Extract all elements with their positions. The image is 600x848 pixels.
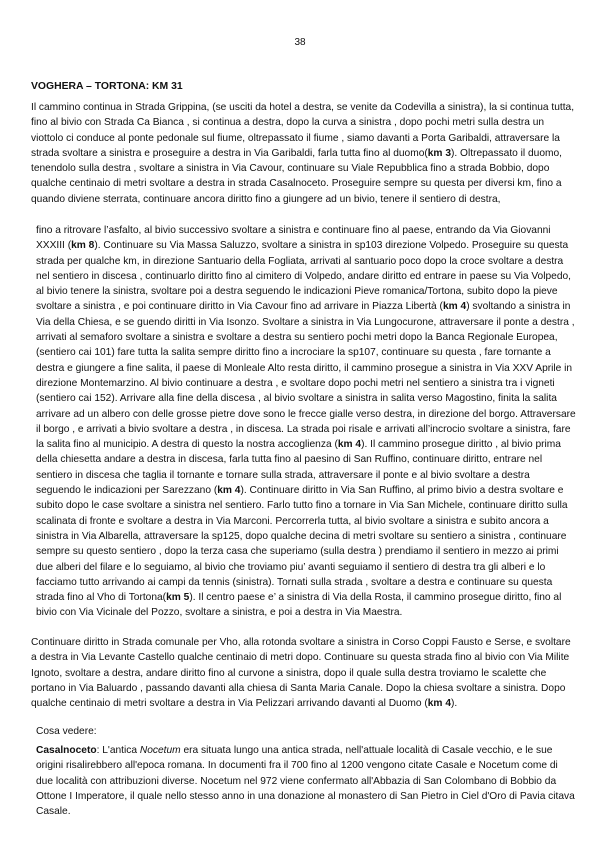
km-marker: km 8 xyxy=(71,240,95,252)
section-title: VOGHERA – TORTONA: KM 31 xyxy=(31,81,183,92)
paragraph-route-voghera: Il cammino continua in Strada Grippina, (se usciti da hotel a destra, se venite da Codevilla a sinistra), la si continua tutta, fino al bivio con Strada Ca Bianca , si continua a destra, dopo la curva a sinistra , dopo pochi metri sulla destra un viottolo ci conduce al ponte pedonale sul fiume, oltrepassato il fiume , siamo davanti a Porta Garibaldi, attraversare la strada svoltare a sinistra e proseguire a destra in Via Garibaldi, farla tutta fino al duomo(km 3). Oltrepassato il duomo, tenendolo sulla destra , svoltare a sinistra in Via Cavour, continuare su Viale Repubblica fino a strada Bobbio, dopo qualche centinaio di metri svoltare a destra in strada Casalnoceto. Proseguire sempre su questa per diversi km, fino a quando diviene sterrata, continuare ancora diritto fino a giungere ad un bivio, tenere il sentiero di destra, xyxy=(31,102,575,205)
see-heading: Cosa vedere: xyxy=(36,726,97,737)
page-number: 38 xyxy=(294,37,306,48)
km-marker: km 4 xyxy=(442,301,467,313)
km-marker: km 4 xyxy=(337,439,362,451)
place-name: Casalnoceto xyxy=(36,745,97,756)
paragraph-casalnoceto: Casalnoceto: L'antica Nocetum era situata lungo una antica strada, nell'attuale località di Casale vecchio, e le sue origini risalirebbero all'epoca romana. In documenti fra il 700 fino al 1200 vengono citate Casale e Nocetum come di due località con attribuzioni diverse. Nocetum nel 972 viene confermato all'Abbazia di San Colombano di Bobbio da Ottone I Imperatore, il quale nello stesso anno in una donazione al monastero di San Pietro in Ciel d'Oro di Pavia citava Casale. xyxy=(36,745,575,818)
km-marker: km 4 xyxy=(427,698,451,710)
km-marker: km 3 xyxy=(427,147,451,159)
paragraph-route-tortona: Continuare diritto in Strada comunale per Vho, alla rotonda svoltare a sinistra in Corso Coppi Fausto e Serse, e svoltare a destra in Via Levante Castello qualche centinaio di metri dopo. Continuare su questa strada fino al bivio con Via Milite Ignoto, svoltare a destra, andare diritto fino al curvone a sinistra, dopo il quale sulla destra troviamo le scalette che portano in Via Baluardo , passando davanti alla chiesa di Santa Maria Canale. Dopo la chiesa svoltare a sinistra. Dopo qualche centinaio di metri svoltare a destra in Via Pelizzari arrivando davanti al Duomo (km 4). xyxy=(31,637,571,710)
latin-name: Nocetum xyxy=(139,745,181,756)
km-marker: km 5 xyxy=(166,592,190,604)
km-marker: km 4 xyxy=(217,485,241,497)
paragraph-route-volpedo: fino a ritrovare l’asfalto, al bivio successivo svoltare a sinistra e continuare fino al paese, entrando da Via Giovanni XXXIII (km 8). Continuare su Via Massa Saluzzo, svoltare a sinistra in sp103 direzione Volpedo. Proseguire su questa strada per qualche km, in direzione Santuario della Fogliata, arrivati al santuario poco dopo la croce svoltare a destra nel sentiero in discesa , continuarlo diritto fino al cimitero di Volpedo, andare diritto ed entrare in paese su Via Volpedo, al bivio tenere la sinistra, svoltare poi a destra seguendo le indicazioni Pieve romanica/Tortona, subito dopo la pieve svoltare a sinistra , e poi continuare diritto in Via Cavour fino ad arrivare in Piazza Libertà (km 4) svoltando a sinistra in Via della Chiesa, e se guendo diritti in Via Isonzo. Svoltare a sinistra in Via Lungocurone, attraversare il ponte a destra , arrivati al semaforo svoltare a sinistra e svoltare a destra su sentiero pochi metri dopo la Banca Regionale Europea, (sentiero cai 101) fare tutta la salita sempre diritto fino a incrociare la sp107, continuare su questa , fare tornante a destra e giungere a fine salita, il paese di Monleale Alto resta diritto, il cammino prosegue a sinistra in Via XXV Aprile in direzione Montemarzino. Al bivio continuare a destra , e svoltare dopo pochi metri nel sentiero a sinistra tra i vigneti (sentiero cai 152). Arrivare alla fine della discesa , al bivio svoltare a sinistra in salita verso Magostino, finita la salita arrivare ad un albero con delle grosse pietre dove sono le frecce gialle verso destra, in direzione del borgo. Attraversare il borgo , e arrivati a bivio svoltare a destra , in discesa. La strada poi risale e arrivati all’incrocio svoltare a sinistra, fare la salita fino al municipio. A destra di questo la nostra accoglienza (km 4). Il cammino prosegue diritto , al bivio prima della chiesetta andare a destra in discesa, farla tutta fino al paesino di San Ruffino, continuare diritto, entrare nel sentiero in discesa che taglia il tornante e tornare sulla strada, attraversare il ponte e al bivio svoltare a destra seguendo le indicazioni per Sarezzano (km 4). Continuare diritto in Via San Ruffino, al primo bivio a destra svoltare e subito dopo le case svoltare a sinistra nel sentiero. Farlo tutto fino a tornare in Via San Michele, continuare diritto sulla scalinata di fronte e svoltare a destra in Via Marconi. Percorrerla tutta, al bivio svoltare a sinistra e subito ancora a sinistra in Via Albarella, attraversare la sp125, dopo qualche decina di metri svoltare su sentiero a sinistra , continuare sempre su questo sentiero , dopo la terza casa che superiamo (sulla destra ) prendiamo il sentiero in mezzo ai primi due alberi del filare e lo seguiamo, al bivio che troviamo piu’ avanti seguiamo il sentiero di destra tra gli alberi e lo facciamo tutto arrivando ai campi da tennis (sinistra). Tornati sulla strada , svoltare a destra e continuare su questa strada fino al Vho di Tortona(km 5). Il centro paese e’ a sinistra di Via della Rosta, il cammino prosegue diritto, fino al bivio con Via Vicinale del Pozzo, svoltare a sinistra, e poi a destra in Via Maestra. xyxy=(36,225,576,619)
